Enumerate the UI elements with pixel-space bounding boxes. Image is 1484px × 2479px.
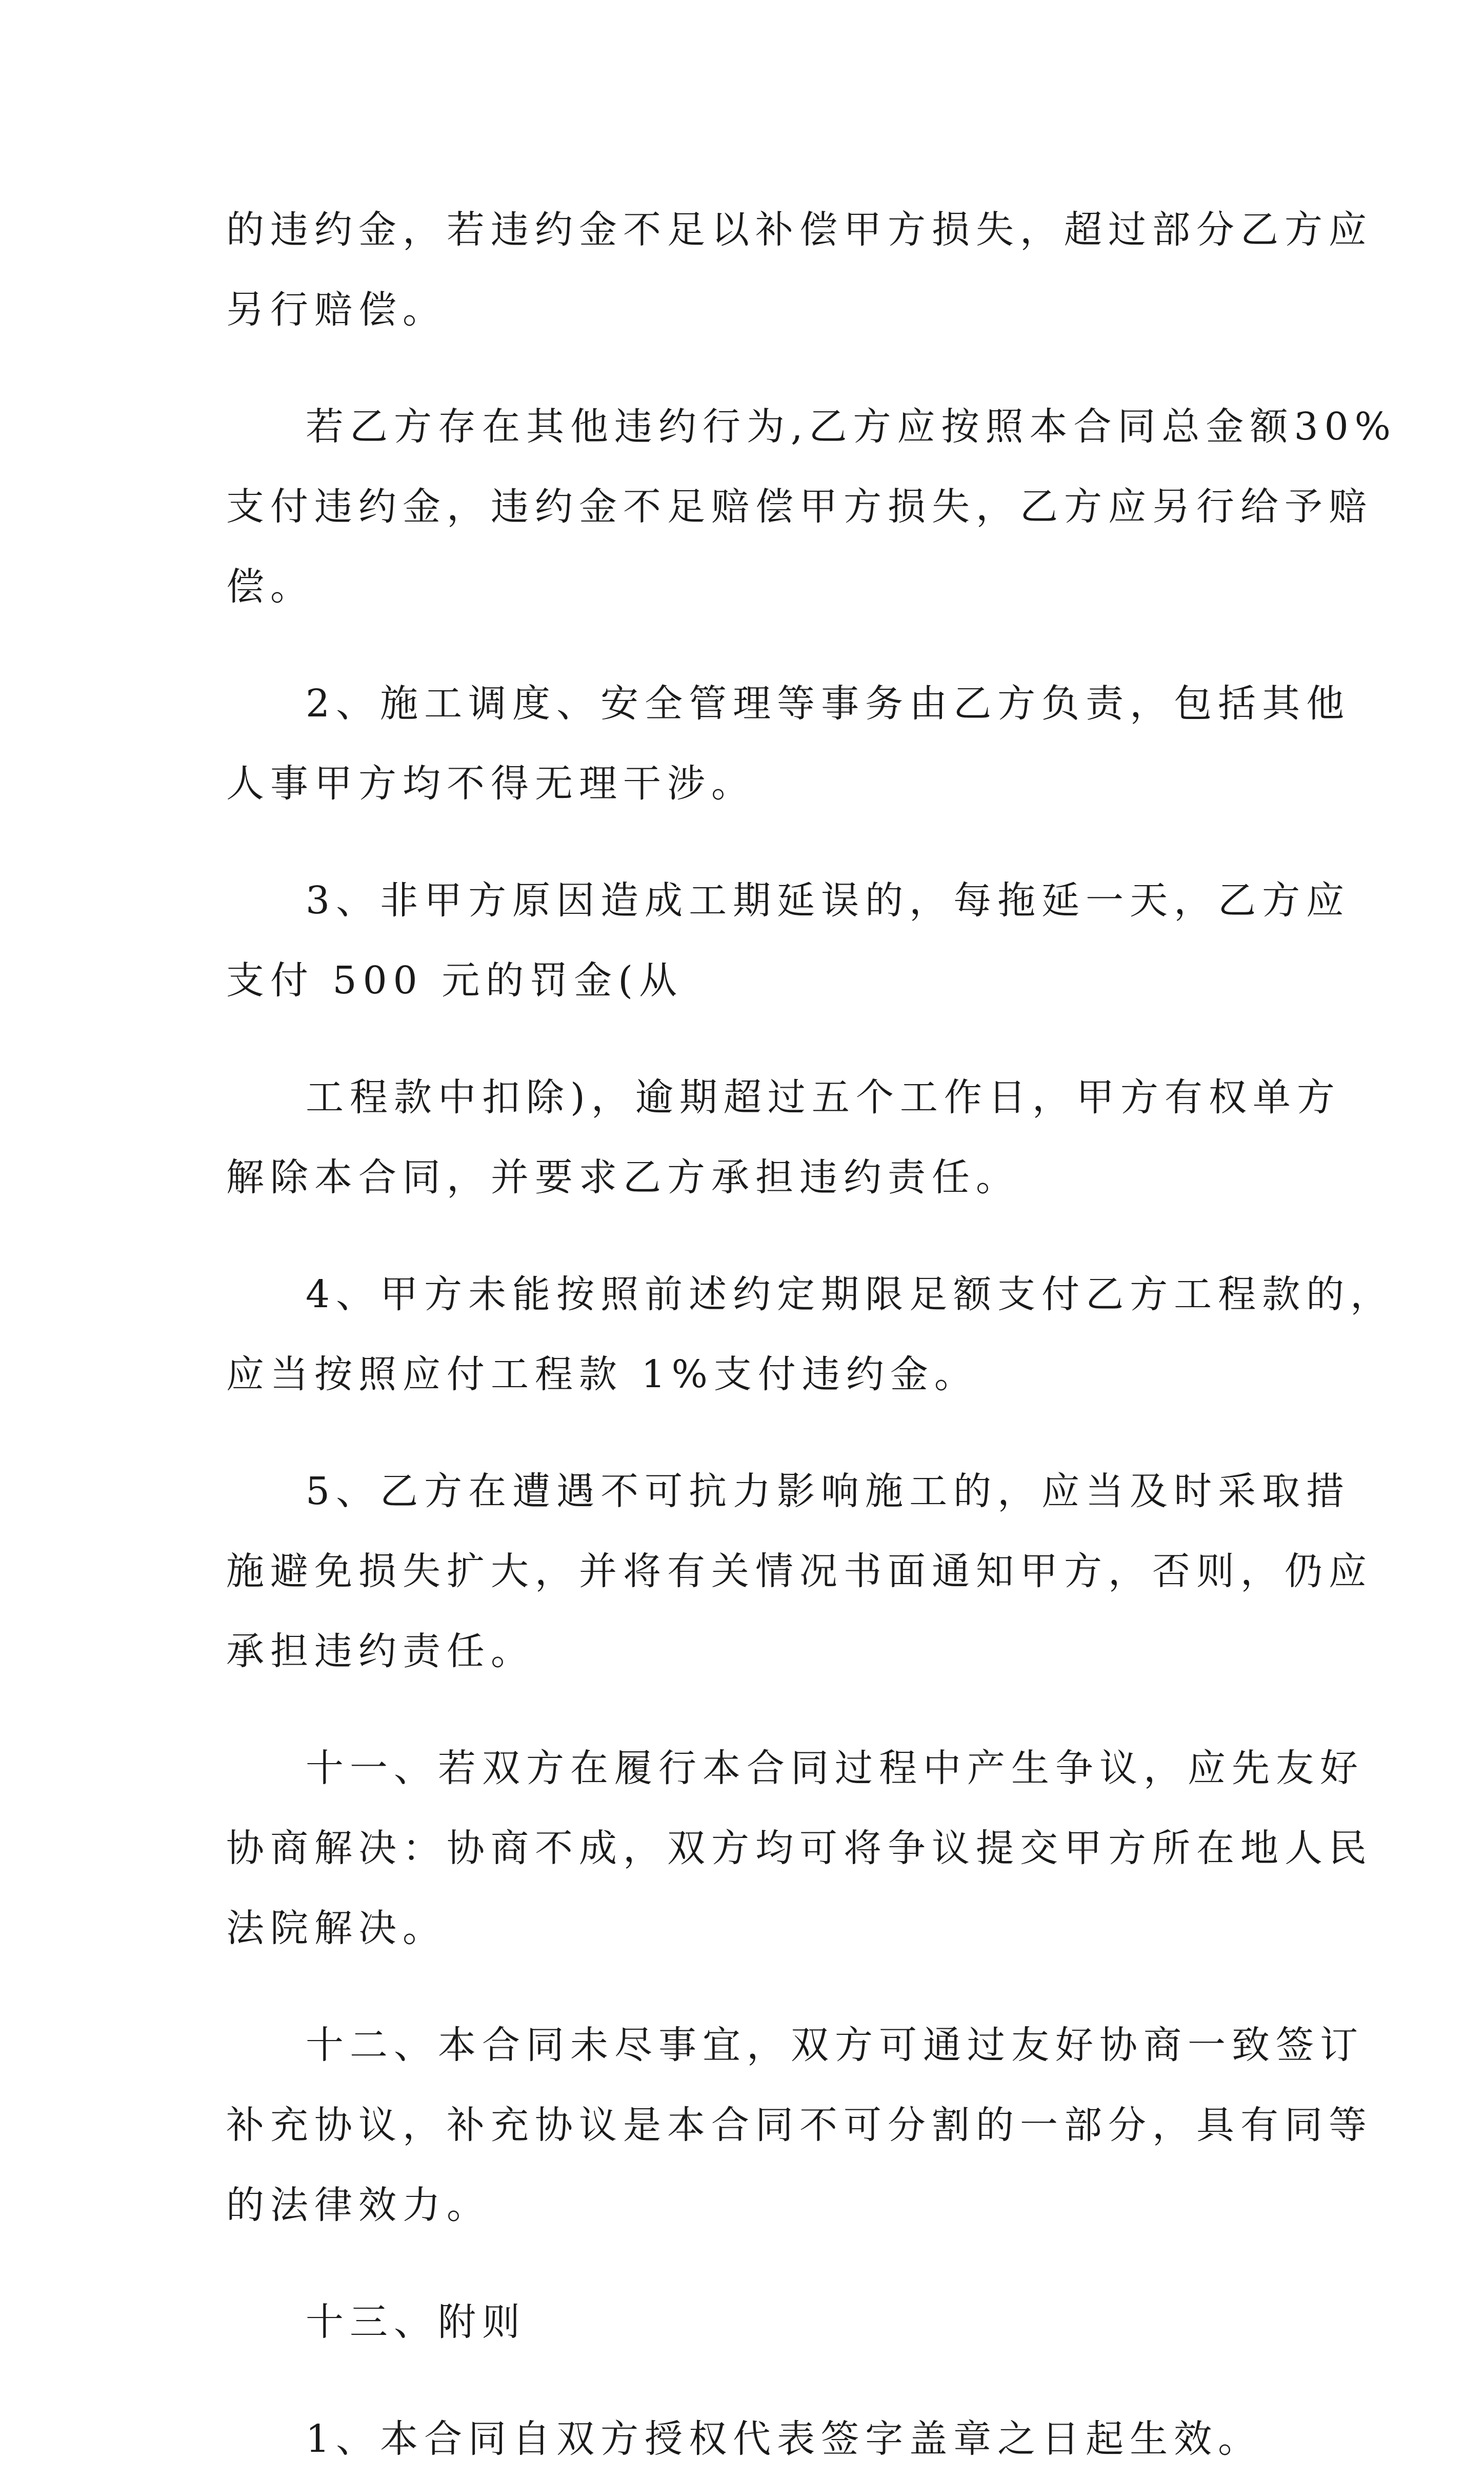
paragraph-gap [226, 1414, 1257, 1451]
text-line: 解除本合同，并要求乙方承担违约责任。 [226, 1155, 1020, 1199]
text-line: 人事甲方均不得无理干涉。 [226, 762, 755, 806]
paragraph-gap [226, 350, 1257, 387]
text-line: 支付 500 元的罚金(从 [226, 958, 684, 1003]
text-line: 的法律效力。 [226, 2183, 491, 2227]
text-line: 支付违约金，违约金不足赔偿甲方损失，乙方应另行给予赔 [226, 485, 1373, 529]
text-line: 偿。 [226, 565, 314, 609]
paragraph-gap [226, 1968, 1257, 2005]
paragraph-gap [226, 2245, 1257, 2282]
text-line: 的违约金，若违约金不足以补偿甲方损失，超过部分乙方应 [226, 208, 1373, 252]
document-body [226, 190, 1397, 2479]
text-line: 5、乙方在遭遇不可抗力影响施工的，应当及时采取措 [306, 1469, 1351, 1513]
text-line: 另行赔偿。 [226, 288, 447, 332]
text-line: 3、非甲方原因造成工期延误的，每拖延一天，乙方应 [306, 878, 1351, 923]
text-line: 法院解决。 [226, 1906, 447, 1950]
paragraph-gap [226, 627, 1257, 664]
text-line: 协商解决：协商不成，双方均可将争议提交甲方所在地人民 [226, 1826, 1373, 1870]
text-line: 应当按照应付工程款 1%支付违约金。 [226, 1352, 978, 1396]
text-line: 补充协议，补充协议是本合同不可分割的一部分，具有同等 [226, 2103, 1373, 2147]
paragraph-gap [226, 1021, 1257, 1057]
text-line: 承担违约责任。 [226, 1629, 535, 1673]
text-line: 2、施工调度、安全管理等事务由乙方负责，包括其他 [306, 682, 1351, 726]
text-line: 若乙方存在其他违约行为,乙方应按照本合同总金额30% [306, 405, 1397, 449]
text-line: 工程款中扣除)，逾期超过五个工作日，甲方有权单方 [306, 1075, 1341, 1119]
paragraph-gap [226, 1691, 1257, 1728]
text-line: 施避免损失扩大，并将有关情况书面通知甲方，否则，仍应 [226, 1549, 1373, 1593]
text-line: 十三、附则 [306, 2300, 526, 2344]
text-line: 十一、若双方在履行本合同过程中产生争议，应先友好 [306, 1746, 1364, 1790]
text-line: 十二、本合同未尽事宜，双方可通过友好协商一致签订 [306, 2023, 1364, 2067]
paragraph-gap [226, 2362, 1257, 2399]
text-line: 1、本合同自双方授权代表签字盖章之日起生效。 [306, 2417, 1262, 2461]
paragraph-gap [226, 824, 1257, 861]
paragraph-gap [226, 1217, 1257, 1254]
text-line: 4、甲方未能按照前述约定期限足额支付乙方工程款的， [306, 1272, 1395, 1316]
